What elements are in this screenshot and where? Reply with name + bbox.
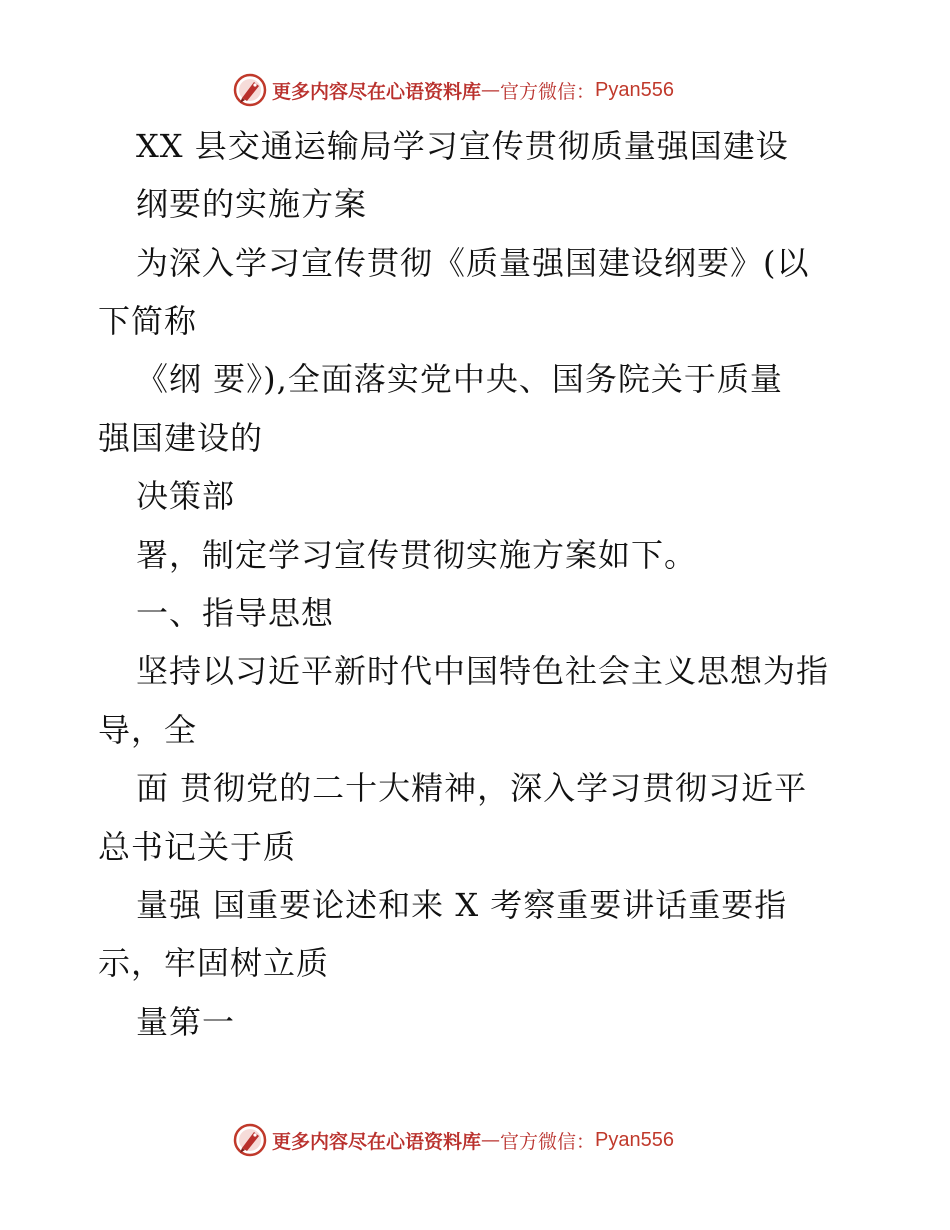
pen-nib-logo-icon xyxy=(232,72,268,108)
paragraph-line: 为深入学习宣传贯彻《质量强国建设纲要》(以 xyxy=(136,244,810,282)
paragraph-line: 面 贯彻党的二十大精神，深入学习贯彻习近平 xyxy=(136,769,808,807)
section-heading: 一、指导思想 xyxy=(136,594,335,632)
paragraph-line: 坚持以习近平新时代中国特色社会主义思想为指 xyxy=(136,652,830,690)
paragraph-line: 下简称 xyxy=(98,302,198,340)
footer-watermark xyxy=(232,1122,674,1158)
watermark-account: Pyan556 xyxy=(595,78,674,101)
header-watermark xyxy=(232,72,674,108)
watermark-separator: — xyxy=(481,79,501,101)
title-line-2: 纲要的实施方案 xyxy=(136,185,368,223)
watermark-label: 官方微信： xyxy=(500,1130,596,1153)
watermark-main-text: 更多内容尽在心语资料库 xyxy=(272,1130,482,1153)
paragraph-line: 量第一 xyxy=(136,1003,236,1041)
paragraph-line: 总书记关于质 xyxy=(98,828,297,866)
watermark-account: Pyan556 xyxy=(595,1128,674,1151)
paragraph-line: 决策部 xyxy=(136,477,236,515)
watermark-separator: — xyxy=(481,1129,501,1151)
paragraph-line: 导，全 xyxy=(98,711,198,749)
paragraph-line: 量强 国重要论述和来 X 考察重要讲话重要指 xyxy=(136,886,788,924)
pen-nib-logo-icon xyxy=(232,1122,268,1158)
paragraph-line: 强国建设的 xyxy=(98,419,264,457)
paragraph-line: 示，牢固树立质 xyxy=(98,944,330,982)
watermark-label: 官方微信： xyxy=(500,80,596,103)
title-line-1: XX 县交通运输局学习宣传贯彻质量强国建设 xyxy=(136,127,789,165)
paragraph-line: 署，制定学习宣传贯彻实施方案如下。 xyxy=(136,536,698,574)
paragraph-line: 《纲 要》),全面落实党中央、国务院关于质量 xyxy=(136,360,783,398)
watermark-main-text: 更多内容尽在心语资料库 xyxy=(272,80,482,103)
